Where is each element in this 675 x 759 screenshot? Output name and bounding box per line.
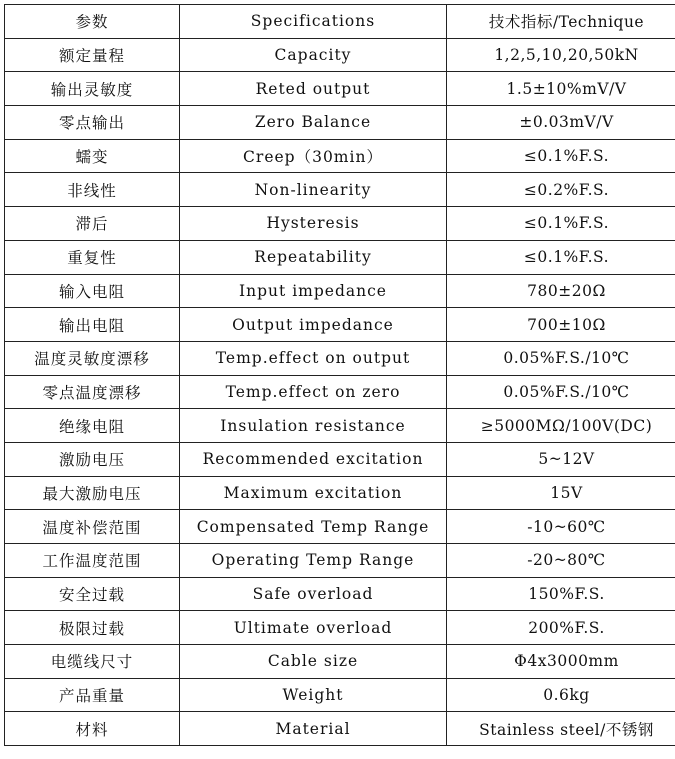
table-row: [5, 72, 675, 106]
cell-param: 额定量程: [5, 38, 180, 72]
table-row: [5, 341, 675, 375]
cell-param: 输出灵敏度: [5, 72, 180, 106]
cell-tech: Φ4x3000mm: [447, 645, 675, 679]
table-row: [5, 611, 675, 645]
cell-spec: Maximum excitation: [180, 476, 447, 510]
cell-param: 极限过载: [5, 611, 180, 645]
header-spec: Specifications: [180, 5, 447, 39]
cell-spec: Recommended excitation: [180, 442, 447, 476]
cell-param: 滞后: [5, 207, 180, 241]
cell-spec: Zero Balance: [180, 106, 447, 140]
cell-param: 输出电阻: [5, 308, 180, 342]
cell-spec: Output impedance: [180, 308, 447, 342]
cell-param: 非线性: [5, 173, 180, 207]
cell-spec: Insulation resistance: [180, 409, 447, 443]
cell-spec: Safe overload: [180, 577, 447, 611]
cell-param: 产品重量: [5, 678, 180, 712]
cell-param: 重复性: [5, 240, 180, 274]
cell-param: 温度灵敏度漂移: [5, 341, 180, 375]
cell-tech: 0.6kg: [447, 678, 675, 712]
cell-param: 温度补偿范围: [5, 510, 180, 544]
cell-tech: ≤0.2%F.S.: [447, 173, 675, 207]
cell-tech: 0.05%F.S./10℃: [447, 375, 675, 409]
table-row: [5, 274, 675, 308]
cell-spec: Hysteresis: [180, 207, 447, 241]
cell-spec: Ultimate overload: [180, 611, 447, 645]
cell-param: 绝缘电阻: [5, 409, 180, 443]
table-row: [5, 645, 675, 679]
table-row: [5, 240, 675, 274]
table-row: [5, 712, 675, 746]
cell-tech: ≤0.1%F.S.: [447, 240, 675, 274]
cell-tech: 0.05%F.S./10℃: [447, 341, 675, 375]
table-row: [5, 409, 675, 443]
table-row: [5, 207, 675, 241]
table-row: [5, 375, 675, 409]
cell-spec: Temp.effect on output: [180, 341, 447, 375]
cell-spec: Non-linearity: [180, 173, 447, 207]
table-header-row: [5, 5, 675, 39]
cell-tech: ≤0.1%F.S.: [447, 207, 675, 241]
cell-spec: Capacity: [180, 38, 447, 72]
header-tech: 技术指标/Technique: [447, 5, 675, 39]
cell-tech: 780±20Ω: [447, 274, 675, 308]
table-row: [5, 510, 675, 544]
cell-tech: ≤0.1%F.S.: [447, 139, 675, 173]
table-row: [5, 544, 675, 578]
cell-tech: 1.5±10%mV/V: [447, 72, 675, 106]
cell-tech: 700±10Ω: [447, 308, 675, 342]
cell-tech: 15V: [447, 476, 675, 510]
cell-param: 激励电压: [5, 442, 180, 476]
cell-spec: Temp.effect on zero: [180, 375, 447, 409]
table-row: [5, 476, 675, 510]
table-row: [5, 173, 675, 207]
cell-tech: -10~60℃: [447, 510, 675, 544]
cell-param: 零点温度漂移: [5, 375, 180, 409]
cell-tech: 1,2,5,10,20,50kN: [447, 38, 675, 72]
cell-spec: Material: [180, 712, 447, 746]
cell-param: 最大激励电压: [5, 476, 180, 510]
cell-tech: Stainless steel/不锈钢: [447, 712, 675, 746]
cell-spec: Creep（30min）: [180, 139, 447, 173]
table-row: [5, 442, 675, 476]
table-row: [5, 678, 675, 712]
table-row: [5, 308, 675, 342]
cell-tech: 150%F.S.: [447, 577, 675, 611]
cell-spec: Compensated Temp Range: [180, 510, 447, 544]
cell-spec: Input impedance: [180, 274, 447, 308]
cell-spec: Repeatability: [180, 240, 447, 274]
cell-spec: Weight: [180, 678, 447, 712]
cell-param: 工作温度范围: [5, 544, 180, 578]
cell-tech: 5~12V: [447, 442, 675, 476]
cell-param: 蠕变: [5, 139, 180, 173]
table-row: [5, 577, 675, 611]
cell-param: 材料: [5, 712, 180, 746]
table-row: [5, 106, 675, 140]
table-row: [5, 38, 675, 72]
table-row: [5, 139, 675, 173]
cell-spec: Cable size: [180, 645, 447, 679]
cell-param: 电缆线尺寸: [5, 645, 180, 679]
cell-spec: Reted output: [180, 72, 447, 106]
cell-tech: -20~80℃: [447, 544, 675, 578]
cell-tech: 200%F.S.: [447, 611, 675, 645]
cell-param: 输入电阻: [5, 274, 180, 308]
header-param: 参数: [5, 5, 180, 39]
cell-tech: ±0.03mV/V: [447, 106, 675, 140]
cell-param: 零点输出: [5, 106, 180, 140]
cell-param: 安全过载: [5, 577, 180, 611]
cell-spec: Operating Temp Range: [180, 544, 447, 578]
cell-tech: ≥5000MΩ/100V(DC): [447, 409, 675, 443]
specifications-table: [4, 4, 675, 746]
